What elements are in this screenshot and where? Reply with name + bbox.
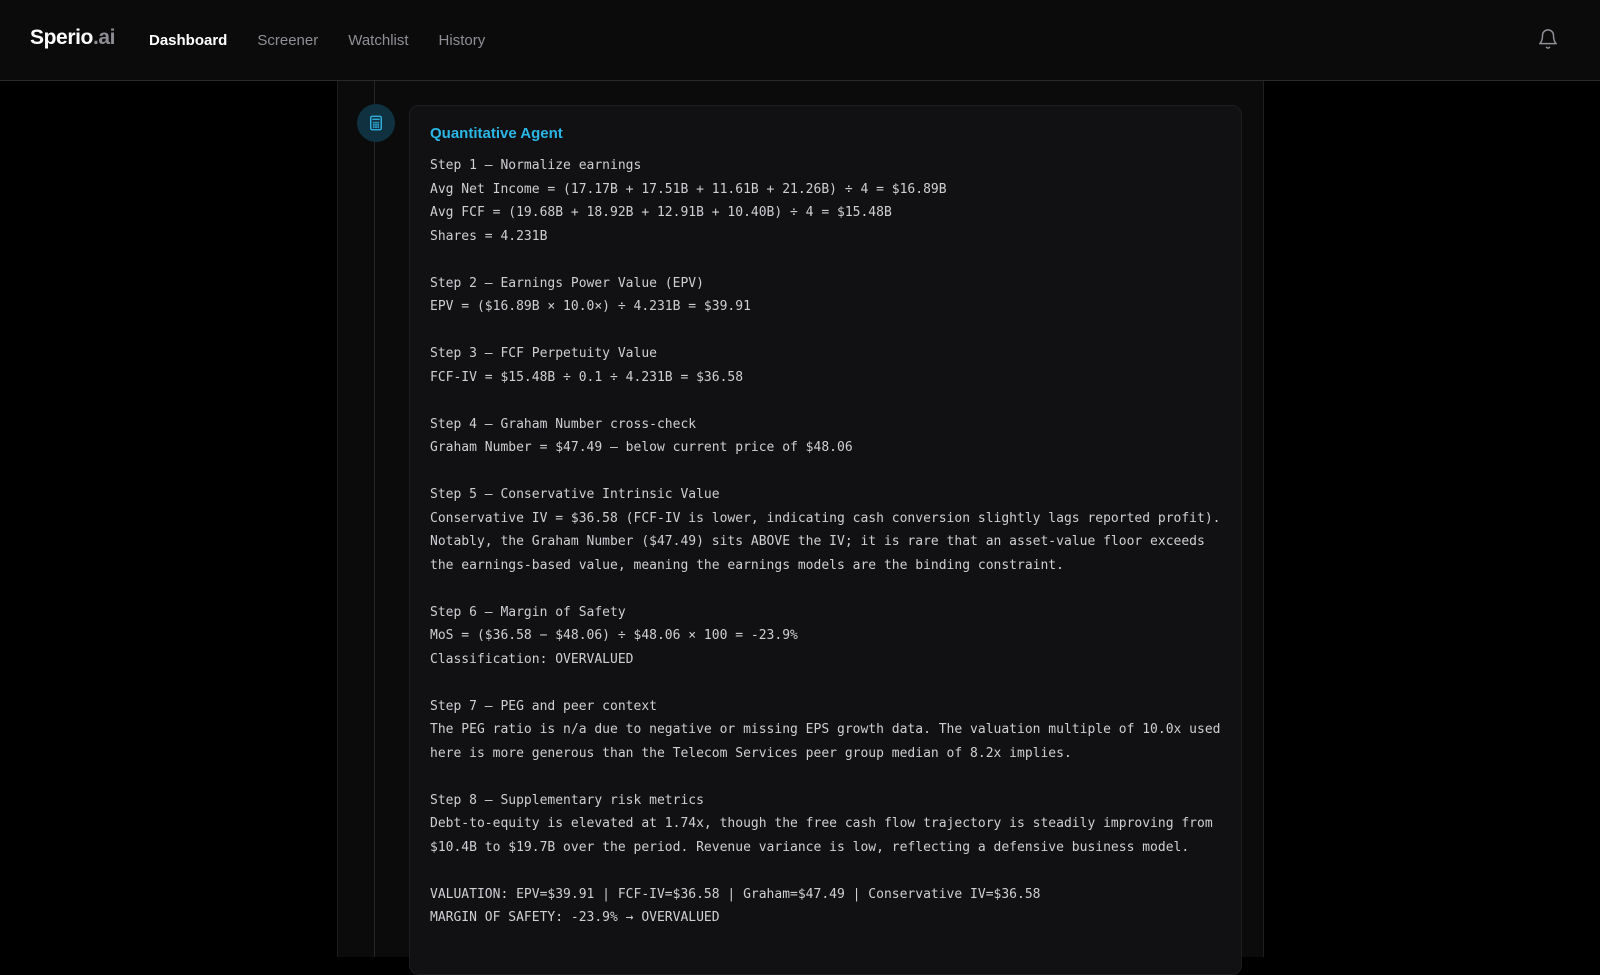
- step-line: EPV = ($16.89B × 10.0×) ÷ 4.231B = $39.91: [430, 299, 751, 314]
- step-heading: Step 6 — Margin of Safety: [430, 604, 626, 620]
- logo[interactable]: [30, 26, 115, 50]
- top-navigation-bar: [0, 0, 1600, 81]
- step-line: Debt-to-equity is elevated at 1.74x, though the free cash flow trajectory is steadily improving from $10.4B to $19.7B over the period. Revenue variance is low, reflecting a defensive business model.: [430, 816, 1221, 855]
- step-heading: Step 7 — PEG and peer context: [430, 698, 657, 714]
- logo-suffix: .ai: [92, 26, 116, 49]
- step-line: MoS = ($36.58 − $48.06) ÷ $48.06 × 100 = -23.9%: [430, 628, 798, 643]
- step-line: The PEG ratio is n/a due to negative or missing EPS growth data. The valuation multiple of 10.0x used here is more generous than the Telecom Services peer group median of 8.2x implies.: [430, 722, 1229, 761]
- main-nav: [149, 0, 515, 81]
- step-heading: VALUATION: EPV=$39.91 | FCF-IV=$36.58 | Graham=$47.49 | Conservative IV=$36.58: [430, 886, 1041, 902]
- step-heading: Step 4 — Graham Number cross-check: [430, 416, 697, 432]
- step-line: Avg Net Income = (17.17B + 17.51B + 11.61B + 21.26B) ÷ 4 = $16.89B: [430, 181, 947, 197]
- agent-message-body: [430, 154, 1229, 953]
- step-heading: Step 1 — Normalize earnings: [430, 158, 642, 173]
- step-heading: Step 8 — Supplementary risk metrics: [430, 792, 704, 808]
- calculator-icon: [357, 104, 395, 142]
- nav-watchlist[interactable]: Watchlist: [348, 32, 409, 49]
- step-line: Shares = 4.231B: [430, 228, 548, 244]
- analysis-step-9: [430, 883, 1225, 930]
- nav-dashboard[interactable]: Dashboard: [149, 32, 228, 49]
- step-line: FCF-IV = $15.48B ÷ 0.1 ÷ 4.231B = $36.58: [430, 369, 744, 385]
- analysis-step-2: [430, 272, 1225, 319]
- nav-history[interactable]: History: [438, 32, 486, 49]
- step-heading: Step 3 — FCF Perpetuity Value: [430, 346, 657, 361]
- timeline-connector: [374, 81, 375, 957]
- scrolled-content-behind-header: [470, 0, 1352, 40]
- agent-title: Quantitative Agent: [430, 125, 563, 142]
- analysis-step-3: [430, 342, 1225, 389]
- step-line: Graham Number = $47.49 — below current price of $48.06: [430, 440, 853, 455]
- analysis-step-5: [430, 483, 1229, 577]
- nav-screener[interactable]: Screener: [257, 32, 319, 49]
- analysis-step-6: [430, 601, 1225, 672]
- analysis-step-8: [430, 789, 1225, 860]
- analysis-step-1: [430, 154, 1225, 248]
- step-heading: Step 2 — Earnings Power Value (EPV): [430, 275, 704, 291]
- step-line: MARGIN OF SAFETY: -23.9% → OVERVALUED: [430, 910, 720, 925]
- step-line: Avg FCF = (19.68B + 18.92B + 12.91B + 10.40B) ÷ 4 = $15.48B: [430, 205, 892, 220]
- logo-main: Sperio: [30, 26, 93, 49]
- analysis-step-7: [430, 695, 1229, 766]
- step-line: Conservative IV = $36.58 (FCF-IV is lower, indicating cash conversion slightly lags reported profit). Notably, the Graham Number ($47.49) sits ABOVE the IV; it is rare that an asset-value floor exceeds the earnings-based value, meaning the earnings models are the binding constraint.: [430, 510, 1229, 573]
- agent-message-card: [409, 105, 1242, 975]
- step-line: Classification: OVERVALUED: [430, 651, 634, 667]
- analysis-step-4: [430, 413, 1225, 460]
- step-heading: Step 5 — Conservative Intrinsic Value: [430, 487, 720, 502]
- bell-icon[interactable]: [1537, 28, 1563, 54]
